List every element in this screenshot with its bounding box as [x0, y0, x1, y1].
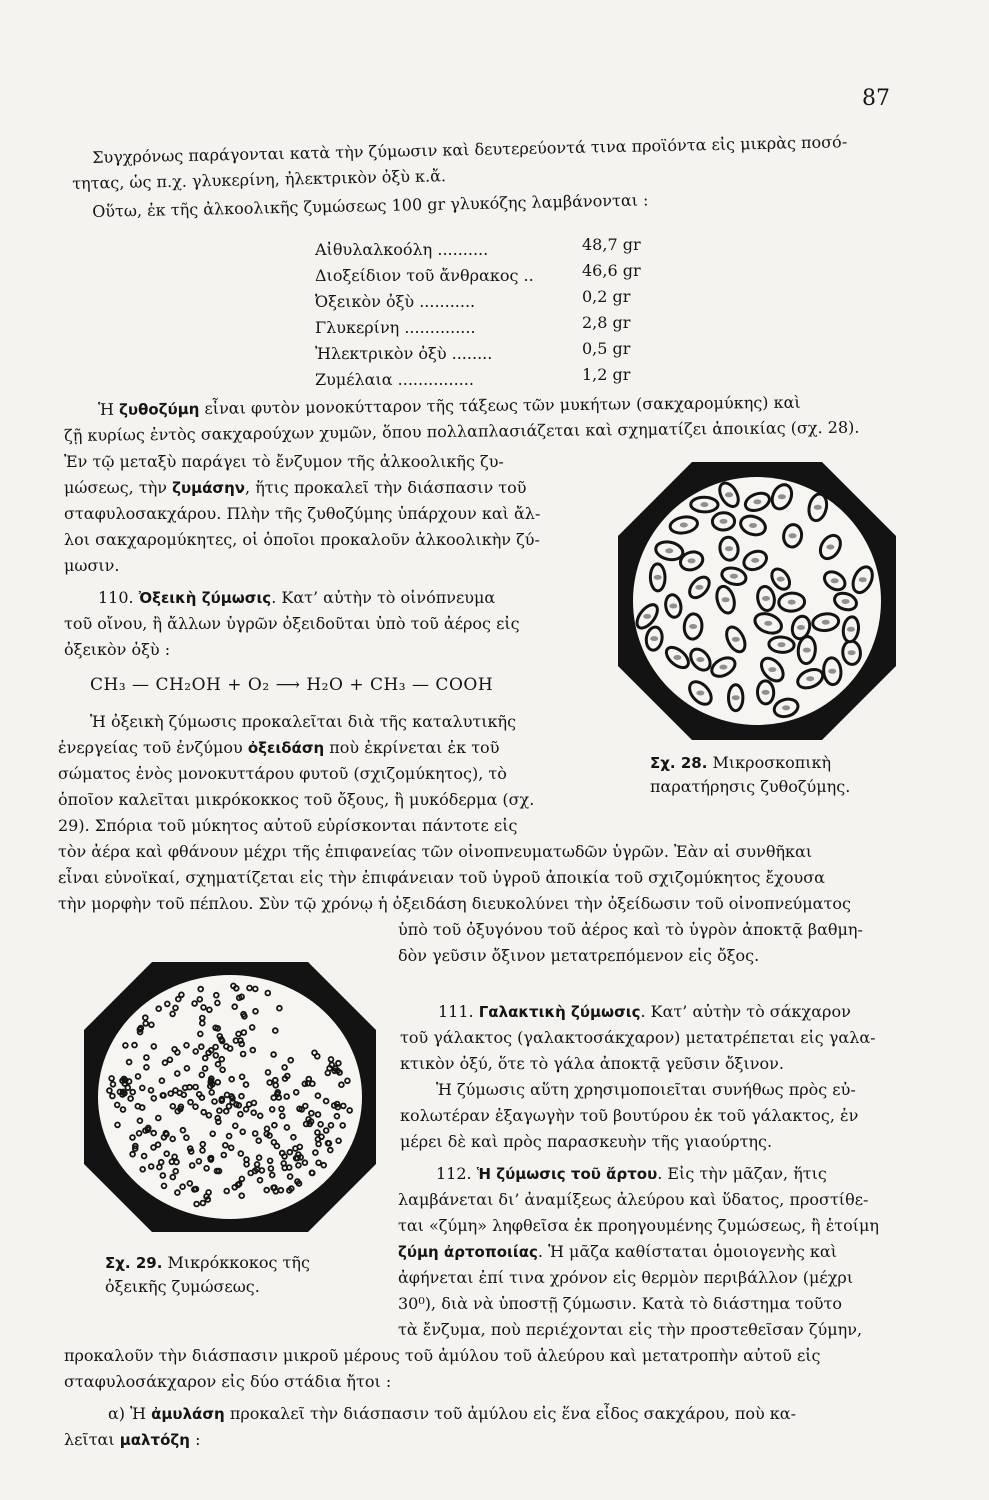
- yeast-cell-nucleus: [732, 637, 740, 642]
- yeast-cell-nucleus: [822, 620, 830, 625]
- yeast-cell-nucleus: [719, 665, 727, 670]
- text-line: ζύμη ἀρτοποιίας. Ἡ μᾶζα καθίσταται ὁμοιογενὴς καὶ: [398, 1242, 837, 1261]
- section-112-heading: 112. Ἡ ζύμωσις τοῦ ἄρτου. Εἰς τὴν μᾶζαν, ἥτις: [436, 1164, 827, 1183]
- product-value: 0,2 gr: [582, 287, 631, 306]
- text-line: τὸν ἀέρα καὶ φθάνουν μέχρι τῆς ἐπιφανείας τῶν οἰνοπνευματωδῶν ὑγρῶν. Ἐὰν αἱ συνθῆκαι: [58, 842, 813, 861]
- yeast-cell-nucleus: [696, 657, 704, 662]
- text-line: Ἐν τῷ μεταξὺ παράγει τὸ ἔνζυμον τῆς ἀλκοολικῆς ζυ-: [64, 452, 504, 471]
- yeast-cell-nucleus: [673, 655, 681, 660]
- text-line: ται «ζύμη» ληφθεῖσα ἐκ προηγουμένης ζυμώσεως, ἢ ἑτοίμη: [398, 1216, 880, 1235]
- yeast-cell-nucleus: [725, 546, 733, 551]
- page-number: 87: [862, 86, 890, 111]
- section-110-heading: 110. Ὀξεικὴ ζύμωσις. Κατ’ αὐτὴν τὸ οἰνόπνευμα: [98, 588, 496, 607]
- text-line: α) Ἡ ἀμυλάση προκαλεῖ τὴν διάσπασιν τοῦ ἀμύλου εἰς ἕνα εἶδος σακχάρου, ποὺ κα-: [108, 1404, 797, 1423]
- text-line: μώσεως, τὴν ζυμάσην, ἥτις προκαλεῖ τὴν διάσπασιν τοῦ: [64, 478, 527, 497]
- yeast-cell-nucleus: [859, 577, 867, 582]
- text-line: λαμβάνεται δι’ ἀναμίξεως ἀλεύρου καὶ ὕδατος, προστίθε-: [398, 1190, 869, 1209]
- text-line: κολωτέραν ἐξαγωγὴν τοῦ βουτύρου ἐκ τοῦ γάλακτος, ἐν: [400, 1106, 859, 1125]
- figure-28-caption: Σχ. 28. Μικροσκοπικὴ: [650, 753, 832, 772]
- yeast-cell-nucleus: [725, 492, 733, 497]
- text-line: εἶναι εὐνοϊκαί, σχηματίζεται εἰς τὴν ἐπιφάνειαν τοῦ ὑγροῦ ἀποικία τοῦ σχιζομύκητος ἔχουσα: [58, 868, 825, 887]
- yeast-cell-nucleus: [650, 636, 658, 641]
- yeast-cell-nucleus: [722, 597, 730, 602]
- product-value: 2,8 gr: [582, 313, 631, 332]
- product-value: 0,5 gr: [582, 339, 631, 358]
- yeast-cell-nucleus: [730, 574, 738, 579]
- product-name: Αἰθυλαλκοόλη ..........: [315, 240, 489, 259]
- yeast-cell-nucleus: [762, 596, 770, 601]
- text-line: τοῦ οἴνου, ἢ ἄλλων ὑγρῶν ὀξειδοῦται ὑπὸ τοῦ ἀέρος εἰς: [64, 614, 520, 633]
- product-name: Γλυκερίνη ..............: [315, 318, 476, 337]
- yeast-cell-nucleus: [828, 669, 836, 674]
- text-line: μωσιν.: [64, 556, 120, 575]
- product-name: Ὀξεικὸν ὀξὺ ...........: [315, 292, 476, 311]
- yeast-cell-nucleus: [753, 499, 761, 504]
- intro-line: Συγχρόνως παράγονται κατὰ τὴν ζύμωσιν καὶ δευτερεύοντά τινα προϊόντα εἰς μικρὰς ποσό-: [92, 132, 848, 167]
- text-line: ζῇ κυρίως ἐντὸς σακχαρούχων χυμῶν, ὅπου πολλαπλασιάζεται καὶ σχηματίζει ἀποικίας (σχ. 28).: [64, 417, 860, 445]
- text-line: τὴν μορφὴν τοῦ πέπλου. Σὺν τῷ χρόνῳ ἡ ὀξειδάση διευκολύνει τὴν ὀξείδωσιν τοῦ οἰνοπνεύματος: [58, 894, 851, 913]
- yeast-cell-nucleus: [643, 614, 651, 619]
- yeast-cell-nucleus: [762, 690, 770, 695]
- yeast-cell-nucleus: [788, 600, 796, 605]
- product-value: 46,6 gr: [582, 261, 641, 280]
- yeast-cell-nucleus: [680, 523, 688, 528]
- yeast-cell-nucleus: [806, 676, 814, 681]
- yeast-cell-nucleus: [689, 624, 697, 629]
- yeast-cell-nucleus: [764, 621, 772, 626]
- figure-28-yeast: [612, 456, 902, 746]
- yeast-cell-nucleus: [768, 667, 776, 672]
- text-line: μέρει δὲ καὶ πρὸς παρασκευὴν τῆς γιαούρτης.: [400, 1132, 773, 1151]
- figure-29-micrococcus: [80, 958, 380, 1236]
- yeast-cell-nucleus: [695, 585, 703, 590]
- text-line: δὸν γεῦσιν ὄξινον μετατρεπόμενον εἰς ὄξος.: [398, 946, 760, 965]
- text-line: τοῦ γάλακτος (γαλακτοσάκχαρον) μετατρέπεται εἰς γαλα-: [400, 1028, 876, 1047]
- product-value: 1,2 gr: [582, 365, 631, 384]
- yeast-cell-nucleus: [777, 577, 785, 582]
- yeast-cell-nucleus: [696, 691, 704, 696]
- text-line: τὰ ἔνζυμα, ποὺ περιέχονται εἰς τὴν προστεθεῖσαν ζύμην,: [398, 1320, 863, 1339]
- yeast-cell-nucleus: [797, 625, 805, 630]
- figure-28-caption: παρατήρησις ζυθοζύμης.: [650, 777, 851, 796]
- yeast-cell-nucleus: [778, 642, 786, 647]
- text-line: 30⁰), διὰ νὰ ὑποστῇ ζύμωσιν. Κατὰ τὸ διάστημα τοῦτο: [398, 1294, 842, 1313]
- yeast-cell-nucleus: [847, 627, 855, 632]
- yeast-cell-nucleus: [749, 523, 757, 528]
- section-111-heading: 111. Γαλακτικὴ ζύμωσις. Κατ’ αὐτὴν τὸ σάκχαρον: [438, 1002, 851, 1021]
- text-line: Ἡ ζυθοζύμη εἶναι φυτὸν μονοκύτταρον τῆς τάξεως τῶν μυκήτων (σακχαρομύκης) καὶ: [98, 392, 801, 419]
- product-name: Διοξείδιον τοῦ ἄνθρακος ..: [315, 266, 534, 285]
- yeast-cell-nucleus: [814, 505, 822, 510]
- yeast-cell-nucleus: [842, 599, 850, 604]
- yeast-cell-nucleus: [654, 575, 662, 580]
- text-line: Ἡ ὀξεικὴ ζύμωσις προκαλεῖται διὰ τῆς καταλυτικῆς: [90, 712, 517, 731]
- yeast-cell-nucleus: [826, 545, 834, 550]
- yeast-cell-nucleus: [782, 705, 790, 710]
- yeast-cell-nucleus: [669, 604, 677, 609]
- yeast-cell-nucleus: [665, 548, 673, 553]
- product-name: Ἠλεκτρικὸν ὀξὺ ........: [315, 344, 493, 363]
- text-line: 29). Σπόρια τοῦ μύκητος αὐτοῦ εὑρίσκονται πάντοτε εἰς: [58, 816, 518, 835]
- text-line: σταφυλοσακχάρου. Πλὴν τῆς ζυθοζύμης ὑπάρχουν καὶ ἄλ-: [64, 504, 541, 523]
- product-value: 48,7 gr: [582, 235, 641, 254]
- figure-29-caption: Σχ. 29. Μικρόκκοκος τῆς: [105, 1253, 310, 1272]
- text-line: σώματος ἑνὸς μονοκυττάρου φυτοῦ (σχιζομύκητος), τὸ: [58, 764, 507, 783]
- text-line: ὀξεικὸν ὀξὺ :: [64, 640, 171, 659]
- yeast-cell-nucleus: [831, 578, 839, 583]
- text-line: ὑπὸ τοῦ ὀξυγόνου τοῦ ἀέρος καὶ τὸ ὑγρὸν ἀποκτᾷ βαθμη-: [398, 920, 863, 939]
- text-line: ὁποῖον καλεῖται μικρόκοκκος τοῦ ὄξους, ἢ μυκόδερμα (σχ.: [58, 790, 535, 809]
- yeast-cell-nucleus: [848, 650, 856, 655]
- text-line: προκαλοῦν τὴν διάσπασιν μικροῦ μέρους τοῦ ἀμύλου τοῦ ἀλεύρου καὶ μετατροπὴν αὐτοῦ εἰς: [64, 1346, 821, 1365]
- intro-line: τητας, ὡς π.χ. γλυκερίνη, ἠλεκτρικὸν ὀξὺ κ.ἄ.: [72, 166, 447, 193]
- text-line: λεῖται μαλτόζη :: [64, 1430, 201, 1449]
- yeast-cell-nucleus: [751, 558, 759, 563]
- yeast-cell-nucleus: [803, 648, 811, 653]
- yeast-cell-nucleus: [700, 502, 708, 507]
- intro-line: Οὕτω, ἐκ τῆς ἀλκοολικῆς ζυμώσεως 100 gr γλυκόζης λαμβάνονται :: [92, 190, 649, 221]
- yeast-cell-nucleus: [720, 519, 728, 524]
- text-line: κτικὸν ὀξύ, ὅτε τὸ γάλα ἀποκτᾷ γεῦσιν ὄξινον.: [400, 1054, 784, 1073]
- figure-29-caption: ὀξεικῆς ζυμώσεως.: [105, 1277, 260, 1296]
- text-line: Ἡ ζύμωσις αὕτη χρησιμοποιεῖται συνήθως πρὸς εὐ-: [436, 1080, 856, 1099]
- yeast-cell-nucleus: [732, 695, 740, 700]
- text-line: ἀφήνεται ἐπί τινα χρόνον εἰς θερμὸν περιβάλλον (μέχρι: [398, 1268, 854, 1287]
- text-line: σταφυλοσάκχαρον εἰς δύο στάδια ἤτοι :: [64, 1372, 392, 1391]
- text-line: ἐνεργείας τοῦ ἐνζύμου ὀξειδάση ποὺ ἐκρίνεται ἐκ τοῦ: [58, 738, 500, 757]
- yeast-cell-nucleus: [778, 494, 786, 499]
- yeast-cell-nucleus: [789, 533, 797, 538]
- chemical-equation: CH₃ — CH₂OH + O₂ ⟶ H₂O + CH₃ — COOH: [90, 675, 494, 695]
- product-name: Ζυμέλαια ...............: [315, 370, 474, 389]
- text-line: λοι σακχαρομύκητες, οἱ ὁποῖοι προκαλοῦν ἀλκοολικὴν ζύ-: [64, 530, 540, 549]
- yeast-cell-nucleus: [688, 558, 696, 563]
